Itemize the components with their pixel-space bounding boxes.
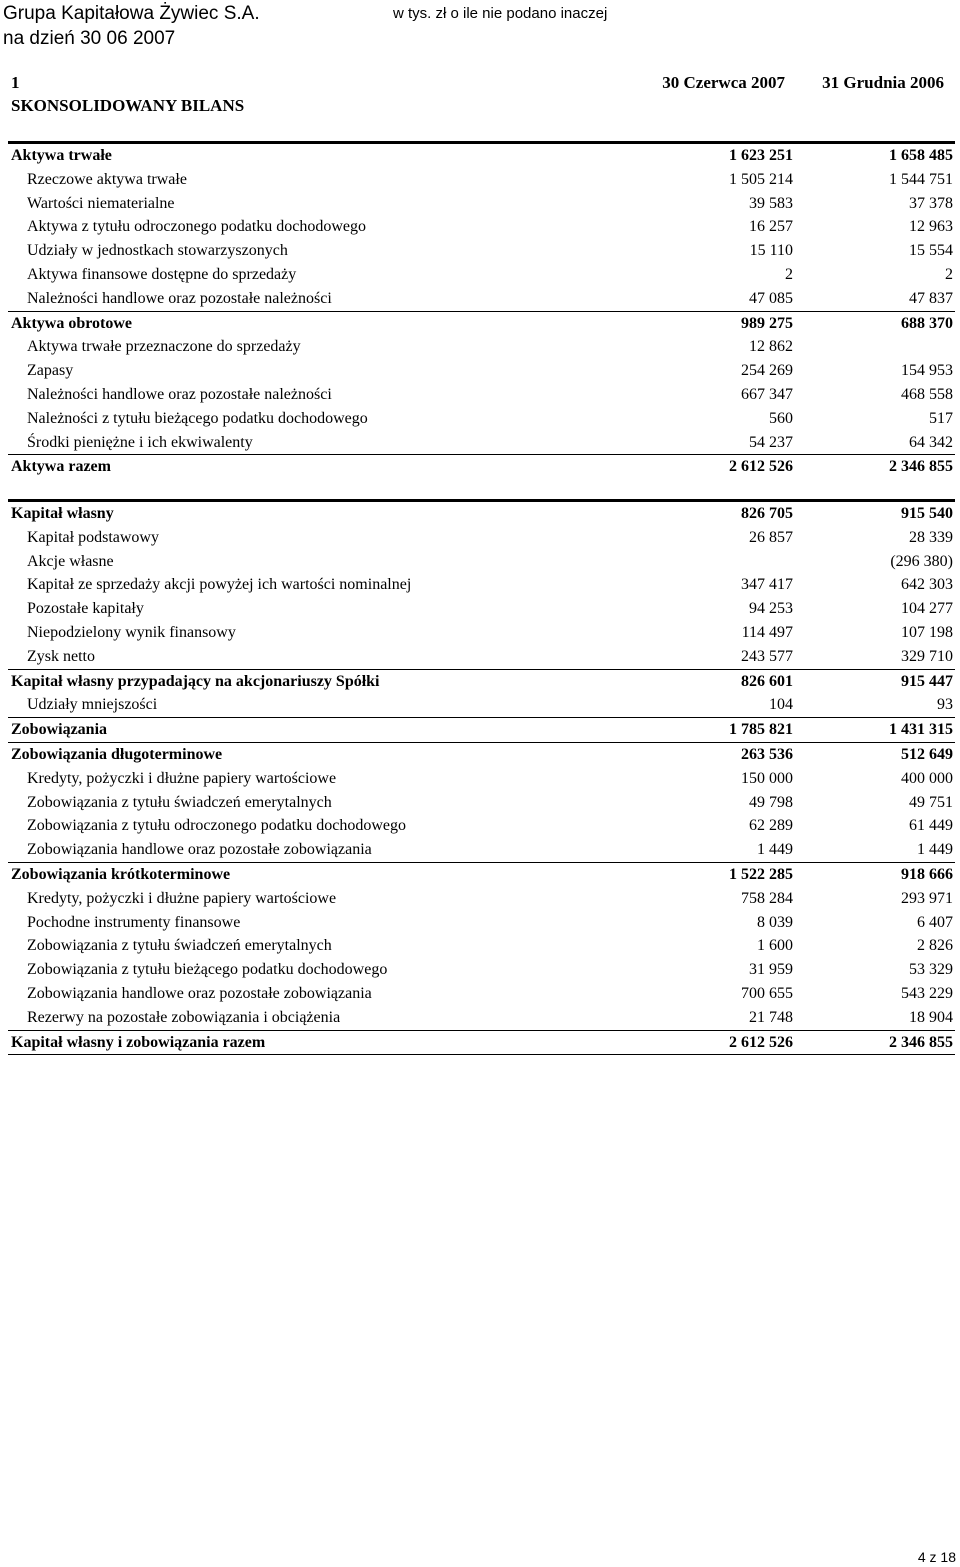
value-2006: 2 346 855 bbox=[889, 458, 953, 476]
value-2006: 12 963 bbox=[909, 218, 953, 236]
value-2007: 26 857 bbox=[749, 528, 793, 546]
row-label: Wartości niematerialne bbox=[27, 194, 175, 212]
row-label: Zobowiązania długoterminowe bbox=[11, 745, 223, 763]
page-number: 4 z 18 bbox=[917, 1549, 956, 1565]
value-2006: 107 198 bbox=[901, 623, 953, 641]
value-2007: 2 bbox=[785, 265, 793, 283]
row-label: Pochodne instrumenty finansowe bbox=[27, 913, 241, 931]
table-row bbox=[8, 454, 955, 479]
table-row bbox=[8, 814, 955, 838]
value-2007: 150 000 bbox=[741, 769, 793, 787]
row-label: Zobowiązania krótkoterminowe bbox=[11, 865, 231, 883]
value-2006: 2 826 bbox=[917, 937, 953, 955]
value-2007: 700 655 bbox=[741, 984, 793, 1002]
value-2006: 517 bbox=[929, 409, 953, 427]
value-2007: 2 612 526 bbox=[729, 458, 793, 476]
value-2007: 1 522 285 bbox=[729, 865, 793, 883]
row-label: Środki pieniężne i ich ekwiwalenty bbox=[27, 433, 253, 451]
value-2006: 400 000 bbox=[901, 769, 953, 787]
table-row bbox=[8, 192, 955, 216]
units-note: w tys. zł o ile nie podano inaczej bbox=[393, 5, 608, 22]
table-row bbox=[8, 911, 955, 935]
value-2007: 1 600 bbox=[757, 937, 793, 955]
row-label: Zobowiązania handlowe oraz pozostałe zobowiązania bbox=[27, 841, 372, 859]
table-row bbox=[8, 838, 955, 862]
row-label: Niepodzielony wynik finansowy bbox=[27, 623, 236, 641]
row-label: Aktywa z tytułu odroczonego podatku dochodowego bbox=[27, 218, 367, 236]
table-row bbox=[8, 502, 955, 526]
value-2007: 347 417 bbox=[741, 576, 793, 594]
row-label: Zobowiązania z tytułu świadczeń emerytalnych bbox=[27, 937, 332, 955]
table-row bbox=[8, 311, 955, 336]
value-2006: 468 558 bbox=[901, 385, 953, 403]
table-row bbox=[8, 431, 955, 455]
value-2007: 826 705 bbox=[741, 505, 793, 522]
value-2006: 543 229 bbox=[901, 984, 953, 1002]
value-2006: 18 904 bbox=[909, 1008, 953, 1026]
value-2006: 15 554 bbox=[909, 242, 953, 260]
row-label: Pozostałe kapitały bbox=[27, 600, 144, 618]
table-row bbox=[8, 263, 955, 287]
value-2006: 154 953 bbox=[901, 362, 953, 380]
table-row bbox=[8, 287, 955, 311]
value-2007: 104 bbox=[769, 696, 793, 714]
value-2007: 826 601 bbox=[741, 672, 793, 690]
value-2006: 1 544 751 bbox=[889, 170, 953, 188]
table-row bbox=[8, 742, 955, 767]
row-label: Rzeczowe aktywa trwałe bbox=[27, 170, 187, 188]
table-row bbox=[8, 887, 955, 911]
table-row bbox=[8, 407, 955, 431]
value-2006: 104 277 bbox=[901, 600, 953, 618]
row-label: Kapitał własny przypadający na akcjonariuszy Spółki bbox=[11, 672, 380, 690]
row-label: Aktywa trwałe przeznaczone do sprzedaży bbox=[27, 338, 301, 356]
row-label: Zobowiązania z tytułu bieżącego podatku dochodowego bbox=[27, 961, 388, 979]
statement-title: SKONSOLIDOWANY BILANS bbox=[11, 96, 245, 115]
value-2006: 1 431 315 bbox=[889, 721, 953, 739]
row-label: Zobowiązania z tytułu odroczonego podatku dochodowego bbox=[27, 817, 406, 835]
value-2006: 61 449 bbox=[909, 817, 953, 835]
row-label: Kredyty, pożyczki i dłużne papiery wartościowe bbox=[27, 889, 337, 907]
value-2006: 918 666 bbox=[901, 865, 953, 883]
row-label: Kapitał ze sprzedaży akcji powyżej ich wartości nominalnej bbox=[27, 576, 412, 594]
value-2006: 93 bbox=[937, 696, 953, 714]
value-2007: 1 449 bbox=[757, 841, 793, 859]
value-2007: 667 347 bbox=[741, 385, 793, 403]
table-row bbox=[8, 958, 955, 982]
row-label: Należności z tytułu bieżącego podatku dochodowego bbox=[27, 409, 368, 427]
table-row bbox=[8, 144, 955, 168]
value-2007: 1 785 821 bbox=[729, 721, 793, 739]
table-row bbox=[8, 621, 955, 645]
value-2007: 47 085 bbox=[749, 289, 793, 307]
row-label: Akcje własne bbox=[27, 552, 114, 570]
table-row bbox=[8, 168, 955, 192]
table-row bbox=[8, 359, 955, 383]
column-header-2007: 30 Czerwca 2007 bbox=[662, 73, 785, 92]
value-2007: 16 257 bbox=[749, 218, 793, 236]
table-row bbox=[8, 767, 955, 791]
row-label: Należności handlowe oraz pozostałe należności bbox=[27, 289, 332, 307]
value-2006: 688 370 bbox=[901, 314, 953, 332]
value-2007: 31 959 bbox=[749, 961, 793, 979]
row-label: Aktywa trwałe bbox=[11, 147, 112, 164]
equity-liabilities-table bbox=[8, 499, 955, 1055]
table-row bbox=[8, 1030, 955, 1056]
row-label: Należności handlowe oraz pozostałe należności bbox=[27, 385, 332, 403]
note-number: 1 bbox=[11, 73, 20, 92]
value-2006: 47 837 bbox=[909, 289, 953, 307]
value-2007: 560 bbox=[769, 409, 793, 427]
value-2007: 2 612 526 bbox=[729, 1033, 793, 1051]
row-label: Udziały w jednostkach stowarzyszonych bbox=[27, 242, 288, 260]
table-row bbox=[8, 645, 955, 669]
value-2006: 6 407 bbox=[917, 913, 953, 931]
row-label: Kapitał własny i zobowiązania razem bbox=[11, 1033, 266, 1051]
value-2007: 1 505 214 bbox=[729, 170, 793, 188]
table-row bbox=[8, 573, 955, 597]
value-2006: 1 449 bbox=[917, 841, 953, 859]
row-label: Rezerwy na pozostałe zobowiązania i obciążenia bbox=[27, 1008, 341, 1026]
value-2007: 989 275 bbox=[741, 314, 793, 332]
table-row bbox=[8, 669, 955, 694]
value-2007: 62 289 bbox=[749, 817, 793, 835]
row-label: Zobowiązania z tytułu świadczeń emerytalnych bbox=[27, 793, 332, 811]
value-2007: 243 577 bbox=[741, 647, 793, 665]
value-2006: 915 447 bbox=[901, 672, 953, 690]
value-2007: 758 284 bbox=[741, 889, 793, 907]
row-label: Zobowiązania bbox=[11, 721, 108, 739]
table-row bbox=[8, 597, 955, 621]
table-row bbox=[8, 215, 955, 239]
table-row bbox=[8, 383, 955, 407]
value-2007: 8 039 bbox=[757, 913, 793, 931]
table-row bbox=[8, 693, 955, 717]
value-2006: (296 380) bbox=[890, 552, 953, 570]
value-2006: 53 329 bbox=[909, 961, 953, 979]
table-row bbox=[8, 862, 955, 887]
table-row bbox=[8, 239, 955, 263]
value-2006: 28 339 bbox=[909, 528, 953, 546]
row-label: Aktywa finansowe dostępne do sprzedaży bbox=[27, 265, 297, 283]
value-2006: 293 971 bbox=[901, 889, 953, 907]
table-row bbox=[8, 550, 955, 574]
row-label: Udziały mniejszości bbox=[27, 696, 158, 714]
value-2006: 37 378 bbox=[909, 194, 953, 212]
table-row bbox=[8, 982, 955, 1006]
value-2007: 15 110 bbox=[749, 242, 793, 260]
value-2006: 915 540 bbox=[901, 505, 953, 522]
value-2007: 114 497 bbox=[741, 623, 793, 641]
value-2006: 49 751 bbox=[909, 793, 953, 811]
table-row bbox=[8, 526, 955, 550]
report-date: na dzień 30 06 2007 bbox=[3, 28, 176, 49]
row-label: Kapitał podstawowy bbox=[27, 528, 159, 546]
table-row bbox=[8, 335, 955, 359]
assets-table bbox=[8, 141, 955, 479]
value-2007: 94 253 bbox=[749, 600, 793, 618]
value-2006: 642 303 bbox=[901, 576, 953, 594]
table-row bbox=[8, 717, 955, 742]
row-label: Aktywa razem bbox=[11, 458, 111, 476]
value-2006: 1 658 485 bbox=[889, 147, 953, 164]
table-row bbox=[8, 791, 955, 815]
value-2006: 2 bbox=[945, 265, 953, 283]
row-label: Aktywa obrotowe bbox=[11, 314, 133, 332]
value-2007: 39 583 bbox=[749, 194, 793, 212]
value-2007: 49 798 bbox=[749, 793, 793, 811]
company-name: Grupa Kapitałowa Żywiec S.A. bbox=[3, 3, 260, 24]
row-label: Kapitał własny bbox=[11, 505, 114, 522]
row-label: Zysk netto bbox=[27, 647, 95, 665]
value-2006: 64 342 bbox=[909, 433, 953, 451]
value-2007: 54 237 bbox=[749, 433, 793, 451]
value-2007: 263 536 bbox=[741, 745, 793, 763]
row-label: Zobowiązania handlowe oraz pozostałe zobowiązania bbox=[27, 984, 372, 1002]
value-2006: 2 346 855 bbox=[889, 1033, 953, 1051]
row-label: Kredyty, pożyczki i dłużne papiery wartościowe bbox=[27, 769, 337, 787]
value-2006: 512 649 bbox=[901, 745, 953, 763]
value-2007: 1 623 251 bbox=[729, 147, 793, 164]
value-2007: 254 269 bbox=[741, 362, 793, 380]
column-header-2006: 31 Grudnia 2006 bbox=[822, 73, 944, 92]
row-label: Zapasy bbox=[27, 362, 74, 380]
table-row bbox=[8, 1006, 955, 1030]
value-2006: 329 710 bbox=[901, 647, 953, 665]
value-2007: 12 862 bbox=[749, 338, 793, 356]
table-row bbox=[8, 934, 955, 958]
value-2007: 21 748 bbox=[749, 1008, 793, 1026]
